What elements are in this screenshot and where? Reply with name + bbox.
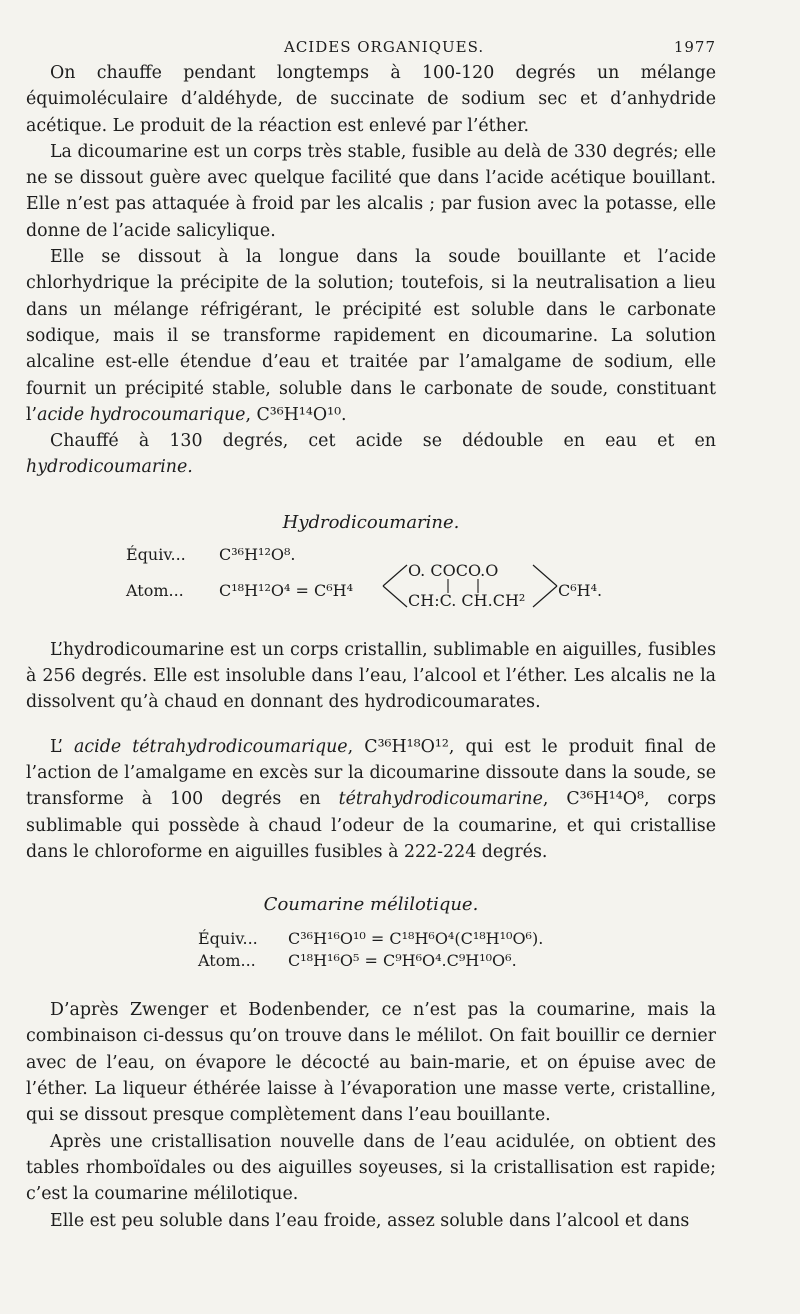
document-page [26,30,716,1234]
atom-formula-right: C⁶H⁴. [558,580,603,600]
equiv-formula: C³⁶H¹⁶O¹⁰ = C¹⁸H⁶O⁴(C¹⁸H¹⁰O⁶). [288,929,544,949]
atom-bottom-chain: CH:C. CH.CH² [408,590,526,610]
page-number: 1977 [673,38,716,56]
paragraph: Elle est peu soluble dans l’eau froide, assez soluble dans l’alcool et dans [50,1210,690,1231]
equiv-formula: C³⁶H¹²O⁸. [219,544,296,564]
paragraph: D’après Zwenger et Bodenbender, ce n’est pas la coumarine, mais la combinaison ci-dessus qu’on trouve dans le mélilot. On fait bouillir ce dernier avec de l’eau, on évapore le décocté au bain-marie, et on épuise avec de l’éther. La liqueur éthérée laisse à l’évaporation une masse verte, cristalline, qui se dissout presque complètement dans l’eau bouillante. [26,1000,716,1126]
running-header [26,30,716,60]
section-title-coumarine-melilotique: Coumarine mélilotique. [263,894,479,916]
paragraph: Elle se dissout à la longue dans la soude bouillante et l’acide chlorhydrique la précipite de la solution; toutefois, si la neutralisation a lieu dans un mélange réfrigérant, le précipité est soluble dans le carbonate sodique, mais il se transforme rapidement en dicoumarine. La solution alcaline est-elle étendue d’eau et traitée par l’amalgame de sodium, elle fournit un précipité stable, soluble dans le carbonate de soude, constituant l’acide hydrocoumarique, C³⁶H¹⁴O¹⁰. [26,247,716,425]
paragraph: On chauffe pendant longtemps à 100-120 degrés un mélange équimoléculaire d’aldéhyde, de succinate de sodium sec et d’anhydride acétique. Le produit de la réaction est enlevé par l’éther. [26,63,716,136]
atom-formula: C¹⁸H¹⁶O⁵ = C⁹H⁶O⁴.C⁹H¹⁰O⁶. [288,951,517,971]
paragraph: Après une cristallisation nouvelle dans de l’eau acidulée, on obtient des tables rhomboïdales ou des aiguilles soyeuses, si la cristallisation est rapide; c’est la coumarine mélilotique. [26,1131,716,1205]
atom-label: Atom... [126,580,184,600]
equiv-label: Équiv... [126,544,186,564]
paragraph: Chauffé à 130 degrés, cet acide se dédouble en eau et en hydrodicoumarine. [26,431,716,478]
right-bond-lines [531,561,561,611]
atom-top-chain: O. COCO.O [408,560,499,580]
equiv-label: Équiv... [198,929,258,949]
formula-block-hydrodicoumarine [26,541,716,637]
atom-formula-left: C¹⁸H¹²O⁴ = C⁶H⁴ [219,580,353,600]
atom-label: Atom... [198,951,256,971]
section-title-hydrodicoumarine: Hydrodicoumarine. [282,511,460,533]
vertical-bond-lines [446,577,506,597]
paragraph: L’hydrodicoumarine est un corps cristallin, sublimable en aiguilles, fusibles à 256 degrés. Elle est insoluble dans l’eau, l’alcool et l’éther. Les alcalis ne la dissolvent qu’à chaud en donnant des hydrodicoumarates. [26,639,716,713]
paragraph: L’ acide tétrahydrodicoumarique, C³⁶H¹⁸O¹², qui est le produit final de l’action de l’amalgame en excès sur la dicoumarine dissoute dans la soude, se transforme à 100 degrés en tétrahydrodicoumarine, C³⁶H¹⁴O⁸, corps sublimable qui possède à chaud l’odeur de la coumarine, et qui cristallise dans le chloroforme en aiguilles fusibles à 222-224 degrés. [26,736,716,862]
paragraph: La dicoumarine est un corps très stable, fusible au delà de 330 degrés; elle ne se dissout guère avec quelque facilité que dans l’acide acétique bouillant. Elle n’est pas attaquée à froid par les alcalis ; par fusion avec la potasse, elle donne de l’acide salicylique. [26,141,716,241]
header-title: ACIDES ORGANIQUES. [284,38,485,56]
formula-block-melilotique [26,923,716,987]
left-bond-lines [381,561,411,611]
